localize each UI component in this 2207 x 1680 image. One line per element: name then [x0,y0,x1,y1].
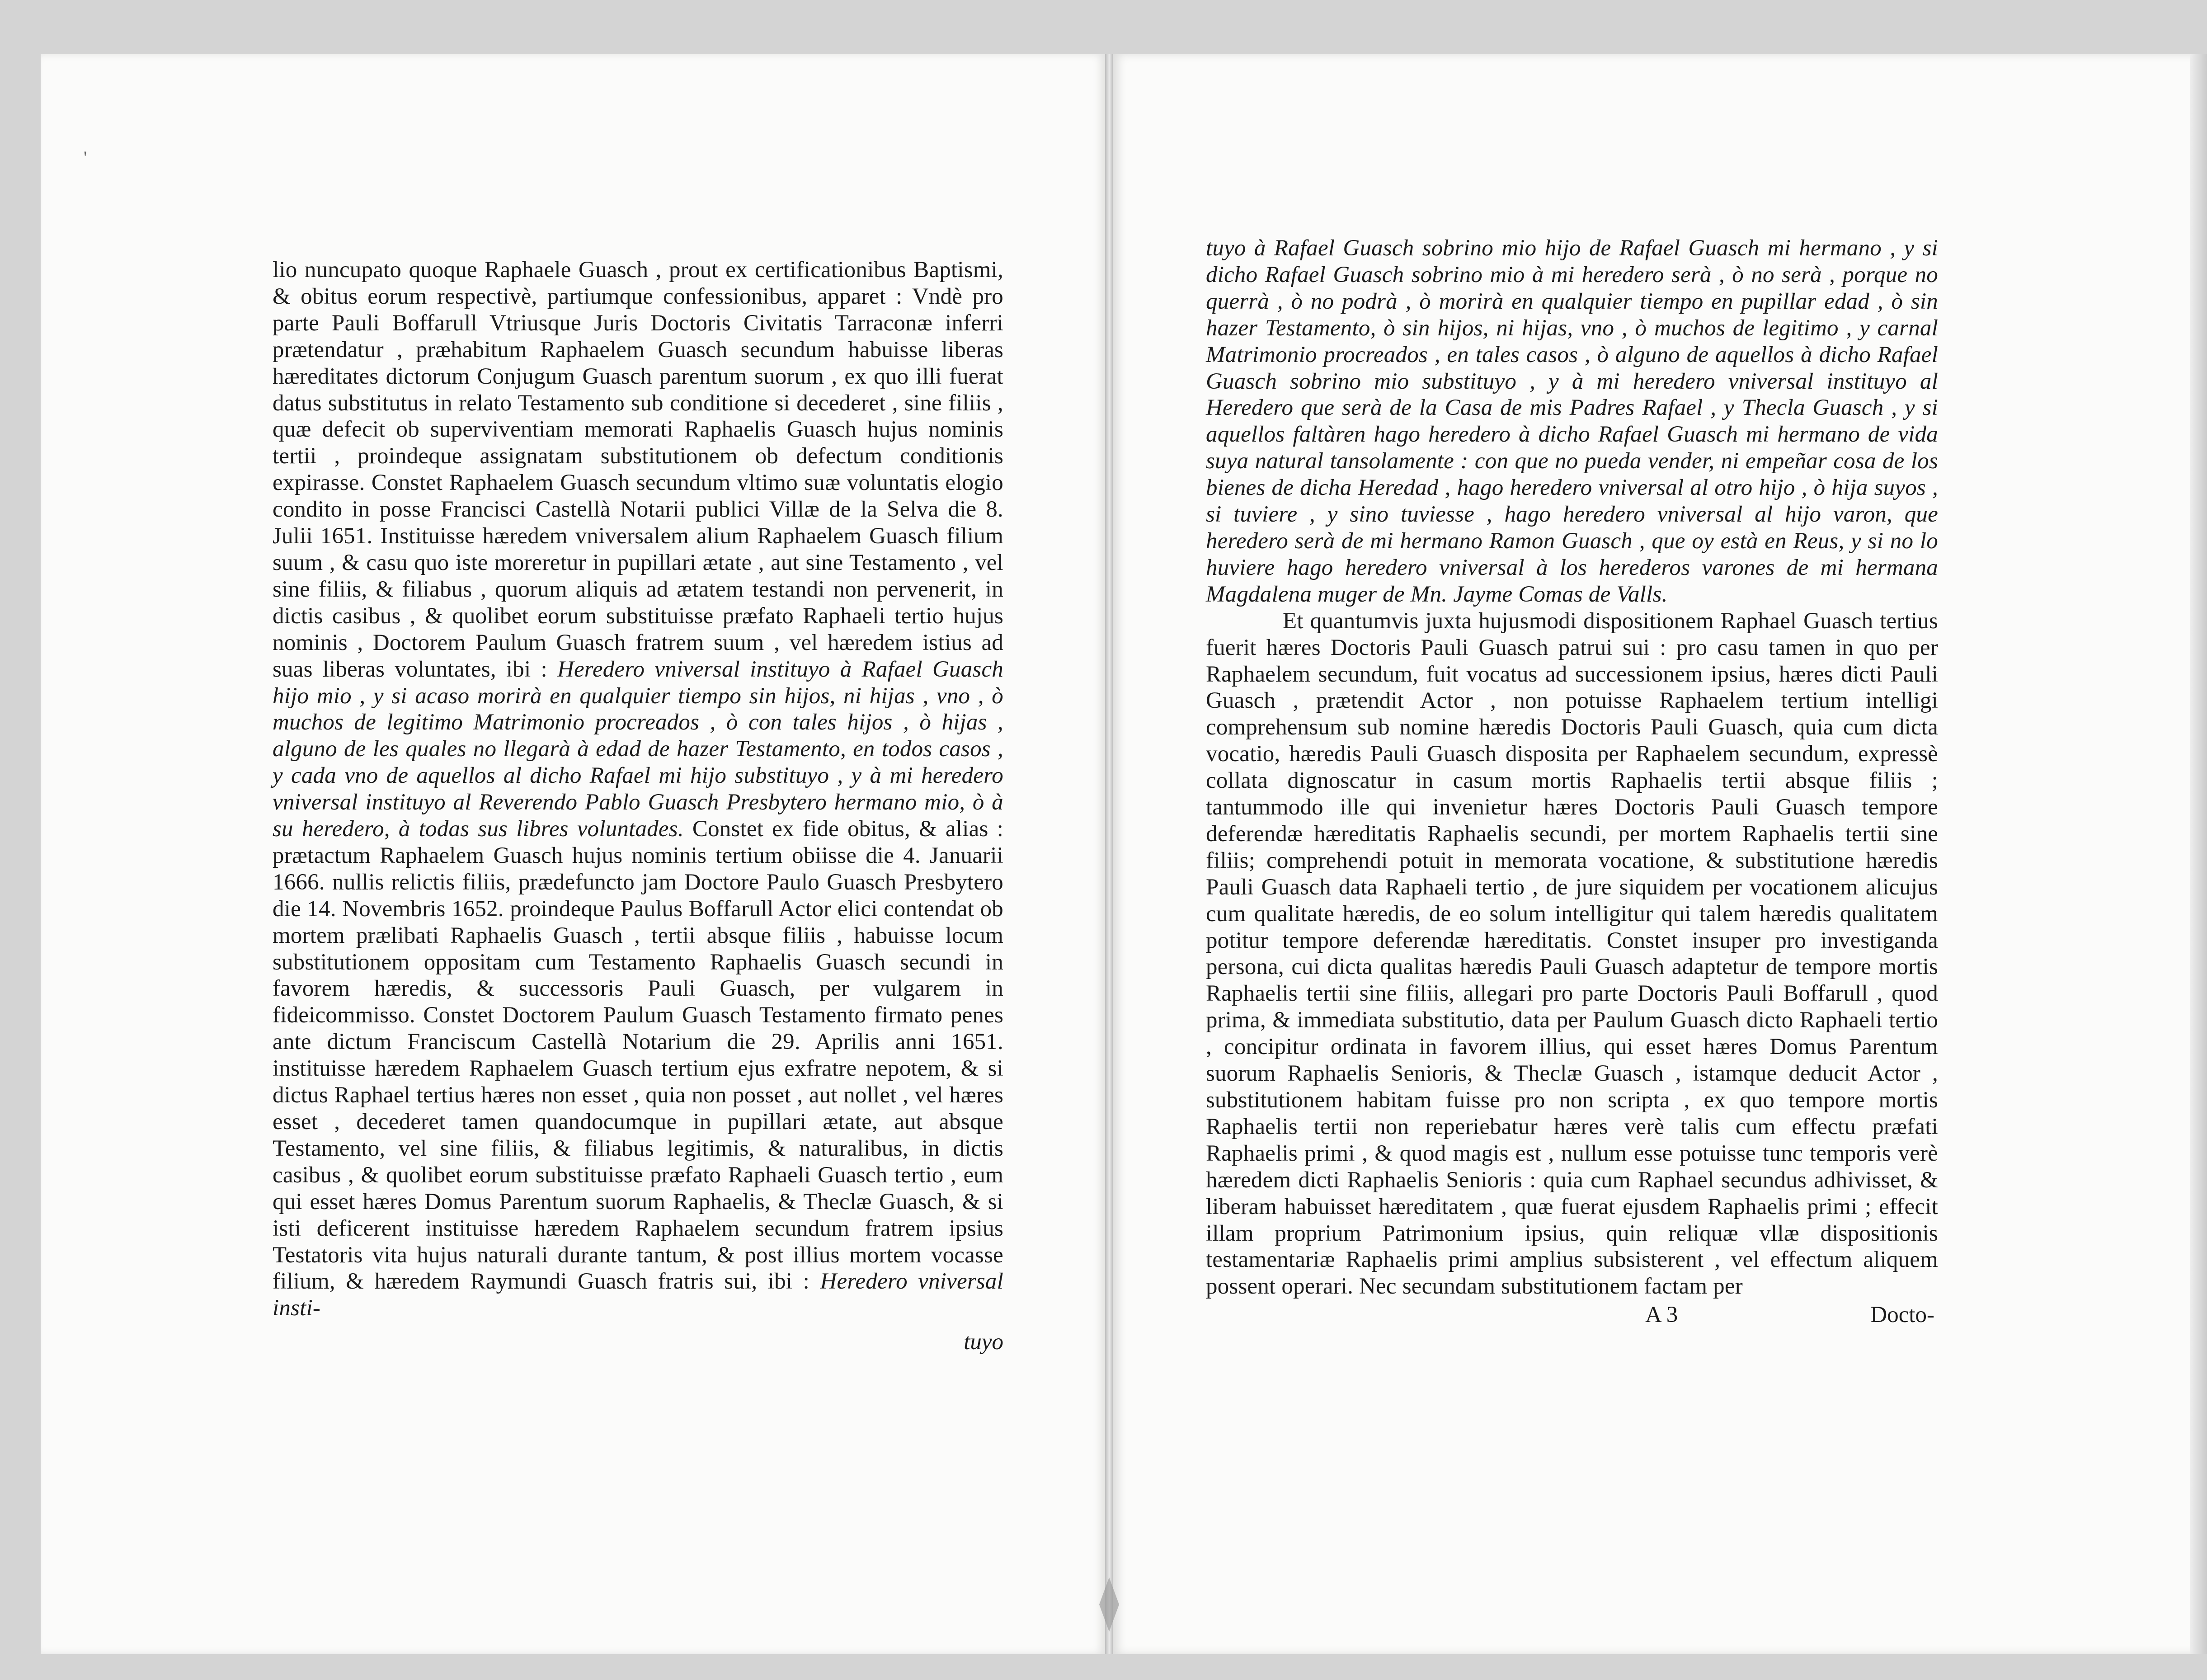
left-text-roman-2: Constet ex fide obitus, & alias : prætactum Raphaelem Guasch hujus nominis tertium obiisse die 4. Januarii 1666. nullis relictis filiis, prædefuncto jam Doctore Paulo Guasch Presbytero die 14. Novembris 1652. proindeque Paulus Boffarull Actor elici contendat ob mortem prælibati Raphaelis Guasch , tertii absque filiis , habuisse locum substitutionem oppositam cum Testamento Raphaelis Guasch secundi in favorem hæredis, & successoris Pauli Guasch, per vulgarem in fideicommisso. Constet Doctorem Paulum Guasch Testamento firmato penes ante dictum Franciscum Castellà Notarium die 29. Aprilis anni 1651. instituisse hæredem Raphaelem Guasch tertium ejus exfratre nepotem, & si dictus Raphael tertius hæres non esset , quia non posset , aut nollet , vel hæres esset , decederet tamen quandocumque in pupillari ætate, aut absque Testamento, vel sine filiis, & filiabus legitimis, & naturalibus, in dictis casibus , & quolibet eorum substituisse præfato Raphaeli Guasch tertio , eum qui esset hæres Domus Parentum suorum Raphaelis, & Theclæ Guasch, & si isti deficerent instituisse hæredem Raphaelem secundum fratrem ipsius Testatoris vita hujus naturali durante tantum, & post illius mortem vocasse filium, & hæredem Raymundi Guasch fratris sui, ibi : [273,816,1003,1294]
left-paragraph [273,257,1003,1322]
left-catchword: tuyo [964,1329,1003,1355]
right-text-column [1206,235,1938,1297]
page-edge [2190,54,2207,1654]
left-text-italic: Heredero vniversal instituyo à Rafael Guasch hijo mio , y si acaso morirà en qualquier tiempo sin hijos, ni hijas , vno , ò muchos de legitimo Matrimonio procreados , ò con tales hijos , ò hijas , alguno de les quales no llegarà à edad de hazer Testamento, en todos casos , y cada vno de aquellos al dicho Rafael mi hijo substituyo , y à mi heredero vniversal instituyo al Reverendo Pablo Guasch Presbytero hermano mio, ò à su heredero, à todas sus libres voluntades. [273,656,1004,842]
left-text-column [273,257,1003,1360]
right-italic-paragraph: tuyo à Rafael Guasch sobrino mio hijo de Rafael Guasch mi hermano , y si dicho Rafael Guasch sobrino mio à mi heredero serà , ò no serà , porque no querrà , ò no podrà , ò morirà en qualquier tiempo en pupillar edad , ò sin hazer Testamento, ò sin hijos, ni hijas, vno , ò muchos de legitimo , y carnal Matrimonio procreados , en tales casos , ò alguno de aquellos à dicho Rafael Guasch sobrino mio substituyo , y à mi heredero vniversal instituyo al Heredero que serà de la Casa de mis Padres Rafael , y Thecla Guasch , y si aquellos faltàren hago heredero à dicho Rafael Guasch mi hermano de vida suya natural tansolamente : con que no pueda vender, ni empeñar cosa de los bienes de dicha Heredad , hago heredero vniversal al otro hijo , ò hija suyos , si tuviere , y sino tuviesse , hago heredero vniversal al hijo varon, que heredero serà de mi hermano Ramon Guasch , que oy està en Reus, y si no lo huviere hago heredero vniversal à los herederos varones de mi hermana Magdalena muger de Mn. Jayme Comas de Valls. [1206,235,1938,607]
right-page-footer [1645,1302,1934,1333]
signature-mark: A 3 [1645,1302,1678,1327]
right-catchword: Docto- [1870,1302,1934,1327]
right-paragraph: Et quantumvis juxta hujusmodi dispositionem Raphael Guasch tertius fuerit hæres Doctoris Pauli Guasch patrui sui : pro casu tamen in quo per Raphaelem secundum, fuit vocatus ad successionem ipsius, hæres dicti Pauli Guasch , prætendit Actor , non potuisse Raphaelem tertium intelligi comprehensum sub nomine hæredis Doctoris Pauli Guasch, quia cum dicta vocatio, hæredis Pauli Guasch disposita per Raphaelem secundum, expressè collata dignoscatur in casum mortis Raphaelis tertii absque filiis ; tantummodo ille qui invenietur hæres Doctoris Pauli Guasch tempore deferendæ hæreditatis Raphaelis secundi, per mortem Raphaelis tertii sine filiis; comprehendi potuit in memorata vocatione, & substitutione hæredis Pauli Guasch data Raphaeli tertio , de jure siquidem per vocationem alicujus cum qualitate hæredis, de eo solum intelligitur qui talem hæredis qualitatem potitur tempore deferendæ hæreditatis. Constet insuper pro investiganda persona, cui dicta qualitas hæredis Pauli Guasch adaptetur de tempore mortis Raphaelis tertii sine filiis, allegari pro parte Doctoris Pauli Boffarull , quod prima, & immediata substitutio, data per Paulum Guasch dicto Raphaeli tertio , concipitur ordinata in favorem illius, qui esset hæres Domus Parentum suorum Raphaelis Senioris, & Theclæ Guasch , istamque deducit Actor , substitutionem habitam fuisse pro non scripta , ex quo tempore mortis Raphaelis tertii non reperiebatur hæres verè talis cum effectu præfati Raphaelis primi , & quod magis est , nullum esse potuisse tunc temporis verè hæredem dicti Raphaelis Senioris : quia cum Raphael secundus adhivisset, & liberam habuisset hæreditatem , quæ fuerat ejusdem Raphaelis primi ; effecit illam proprium Patrimonium ipsius, quin reliquæ vllæ dispositionis testamentariæ Raphaelis primi amplius subsisterent , vel effectum aliquem possent operari. Nec secundam substitutionem factam per [1206,608,1938,1299]
left-text-roman: lio nuncupato quoque Raphaele Guasch , prout ex certificationibus Baptismi, & obitus eorum respectivè, partiumque confessionibus, apparet : Vndè pro parte Pauli Boffarull Vtriusque Juris Doctoris Civitatis Tarraconæ inferri prætendatur , præhabitum Raphaelem Guasch secundum habuisse liberas hæreditates dictorum Conjugum Guasch parentum suorum , ex quo illi fuerat datus substitutus in relato Testamento sub conditione si decederet , sine filiis , quæ defecit ob superviventiam memorati Raphaelis Guasch hujus nominis tertii , proindeque assignatam substitutionem ob defectum conditionis expirasse. Constet Raphaelem Guasch secundum vltimo suæ voluntatis elogio condito in posse Francisci Castellà Notarii publici Villæ de la Selva die 8. Julii 1651. Instituisse hæredem vniversalem alium Raphaelem Guasch filium suum , & casu quo iste moreretur in pupillari ætate , aut sine Testamento , vel sine filiis, & filiabus , quorum aliquis ad ætatem testandi non pervenerit, in dictis casibus , & quolibet eorum substituisse præfato Raphaeli tertio hujus nominis , Doctorem Paulum Guasch fratrem suum , vel hæredem istius ad suas liberas voluntates, ibi : [273,257,1003,682]
left-text-italic-2: Heredero vniversal insti- [273,1269,1003,1321]
book-gutter [1105,54,1113,1654]
corner-mark: ' [84,147,87,168]
